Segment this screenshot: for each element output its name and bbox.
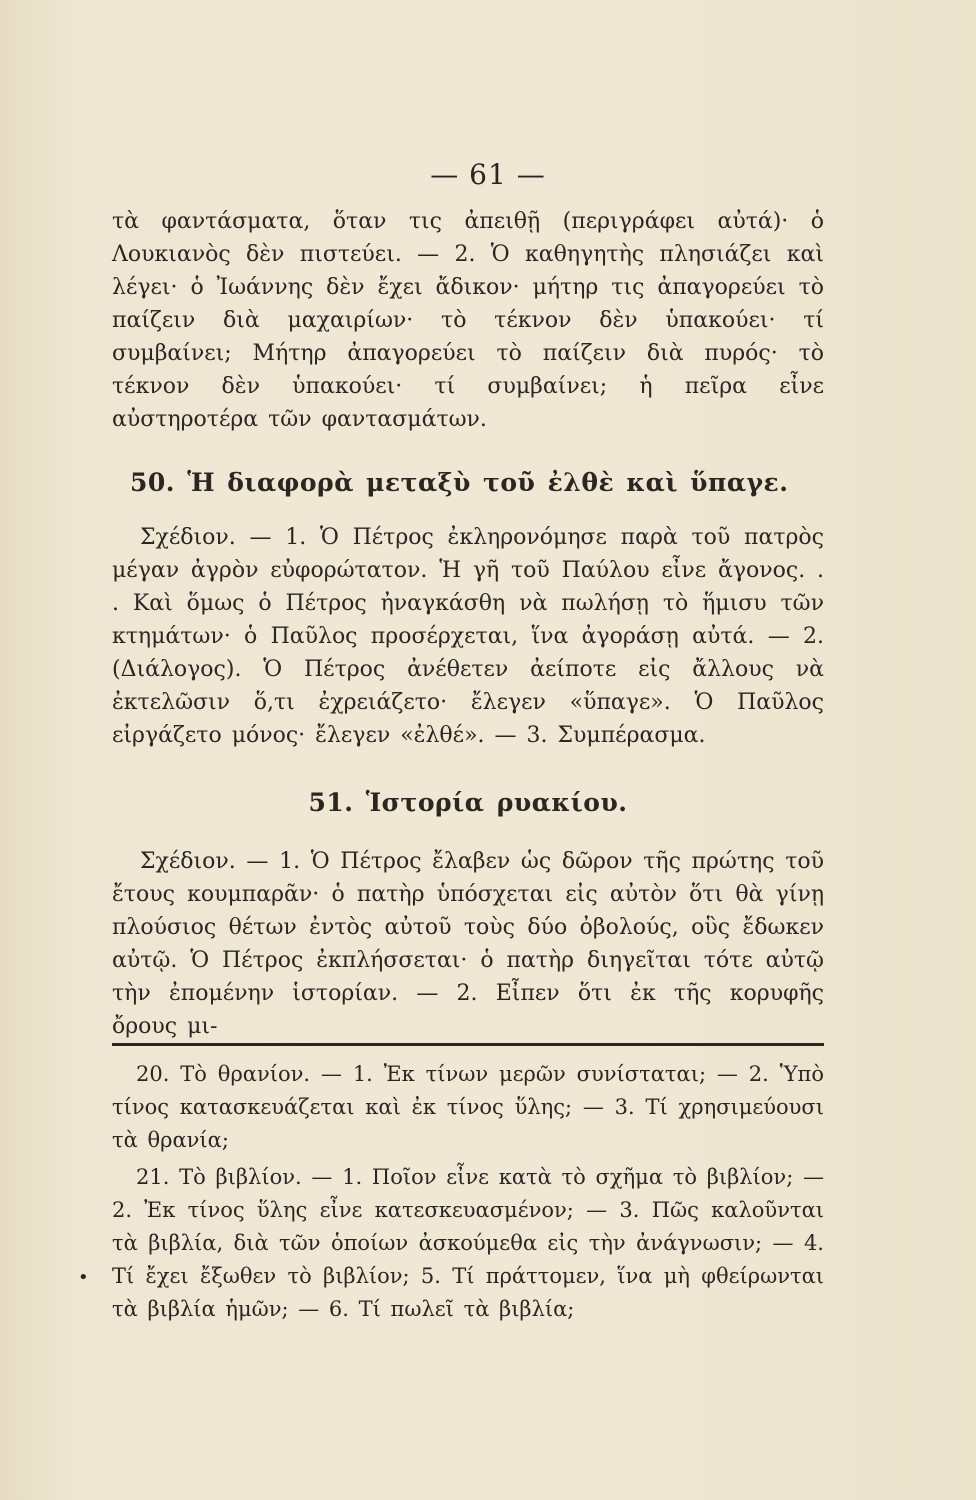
paragraph-continuation: τὰ φαντάσματα, ὅταν τις ἀπειθῇ (περιγράφει αὐτά)· ὁ Λουκιανὸς δὲν πιστεύει. — 2. Ὁ καθηγητὴς πλησιάζει καὶ λέγει· ὁ Ἰωάννης δὲν ἔχει ἄδικον· μήτηρ τις ἀπαγορεύει τὸ παίζειν διὰ μαχαιρίων· τὸ τέκνον δὲν ὑπακούει· τί συμβαίνει; Μήτηρ ἀπαγορεύει τὸ παίζειν διὰ πυρός· τὸ τέκνον δὲν ὑπακούει· τί συμβαίνει; ἡ πεῖρα εἶνε αὐστηροτέρα τῶν φαντασμάτων. bbox=[112, 209, 824, 432]
footnote-21: 21. Τὸ βιβλίον. — 1. Ποῖον εἶνε κατὰ τὸ σχῆμα τὸ βιβλίον; — 2. Ἐκ τίνος ὕλης εἶνε κατεσκευασμένον; — 3. Πῶς καλοῦνται τὰ βιβλία, διὰ τῶν ὁποίων ἀσκούμεθα εἰς τὴν ἀνάγνωσιν; — 4. Τί ἔχει ἔξωθεν τὸ βιβλίον; 5. Τί πράττομεν, ἵνα μὴ φθείρωνται τὰ βιβλία ἡμῶν; — 6. Τί πωλεῖ τὰ βιβλία; bbox=[112, 1165, 824, 1321]
footnotes bbox=[112, 1058, 824, 1330]
paragraph-section-51: Σχέδιον. — 1. Ὁ Πέτρος ἔλαβεν ὡς δῶρον τῆς πρώτης τοῦ ἔτους κουμπαρᾶν· ὁ πατὴρ ὑπόσχεται εἰς αὐτὸν ὅτι θὰ γίνῃ πλούσιος θέτων ἐντὸς αὐτοῦ τοὺς δύο ὀβολούς, οὓς ἔδωκεν αὐτῷ. Ὁ Πέτρος ἐκπλήσσεται· ὁ πατὴρ διηγεῖται τότε αὐτῷ τὴν ἐπομένην ἱστορίαν. — 2. Εἶπεν ὅτι ἐκ τῆς κορυφῆς ὄρους μι- bbox=[112, 849, 824, 1039]
footnote-20: 20. Τὸ θρανίον. — 1. Ἐκ τίνων μερῶν συνίσταται; — 2. Ὑπὸ τίνος κατασκευάζεται καὶ ἐκ τίνος ὕλης; — 3. Τί χρησιμεύουσι τὰ θρανία; bbox=[112, 1062, 824, 1152]
margin-mark: • bbox=[78, 1267, 89, 1288]
footnote-divider bbox=[112, 1043, 824, 1046]
section-heading-51: 51. Ἱστορία ρυακίου. bbox=[308, 788, 628, 817]
page-number: — 61 — bbox=[430, 158, 546, 191]
main-text bbox=[112, 205, 824, 1043]
paragraph-section-50: Σχέδιον. — 1. Ὁ Πέτρος ἐκληρονόμησε παρὰ τοῦ πατρὸς μέγαν ἀγρὸν εὐφορώτατον. Ἡ γῆ τοῦ Παύλου εἶνε ἄγονος. . . Καὶ ὅμως ὁ Πέτρος ἠναγκάσθη νὰ πωλήσῃ τὸ ἥμισυ τῶν κτημάτων· ὁ Παῦλος προσέρχεται, ἵνα ἀγοράσῃ αὐτά. — 2. (Διάλογος). Ὁ Πέτρος ἀνέθετεν ἀείποτε εἰς ἄλλους νὰ ἐκτελῶσιν ὅ,τι ἐχρειάζετο· ἔλεγεν «ὕπαγε». Ὁ Παῦλος εἰργάζετο μόνος· ἔλεγεν «ἐλθέ». — 3. Συμπέρασμα. bbox=[112, 525, 824, 748]
section-heading-50: 50. Ἡ διαφορὰ μεταξὺ τοῦ ἐλθὲ καὶ ὕπαγε. bbox=[130, 468, 789, 497]
